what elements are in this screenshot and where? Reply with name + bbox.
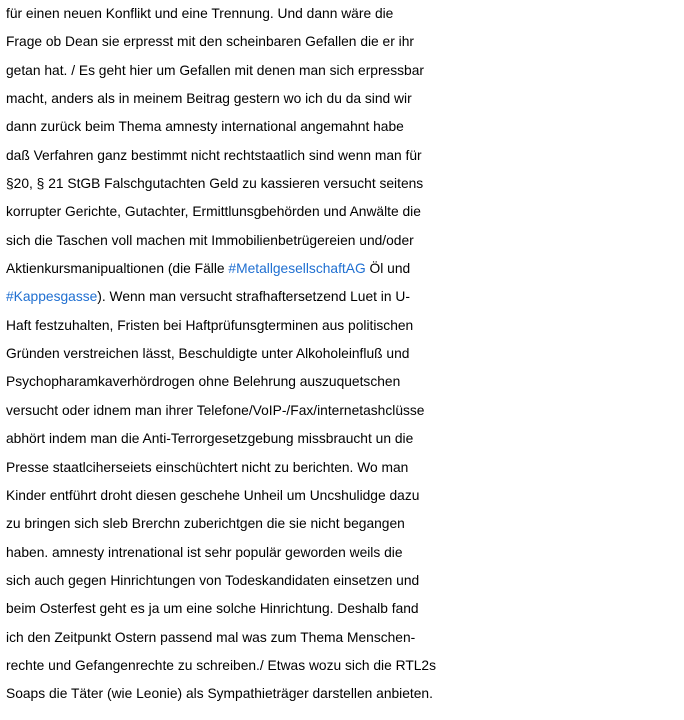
text-line xyxy=(6,312,682,340)
text-segment: Öl und xyxy=(365,261,411,277)
text-segment: abhört indem man die Anti-Terrorgesetzgebung missbraucht un die xyxy=(6,431,414,447)
text-segment: zu bringen sich sleb Brerchn zuberichtgen die sie nicht begangen xyxy=(6,516,405,532)
text-segment: Kinder entführt droht diesen geschehe Unheil um Uncshulidge dazu xyxy=(6,487,420,503)
text-line xyxy=(6,283,682,311)
text-line xyxy=(6,482,682,510)
text-segment: rechte und Gefangenrechte zu schreiben./ Etwas wozu sich die RTL2s xyxy=(6,657,436,673)
text-segment: für einen neuen Konflikt und eine Trennung. Und dann wäre die xyxy=(6,6,394,21)
text-segment: macht, anders als in meinem Beitrag gestern wo ich du da sind wir xyxy=(6,91,412,107)
text-segment: Gründen verstreichen lässt, Beschuldigte unter Alkoholeinfluß und xyxy=(6,346,410,362)
text-segment: daß Verfahren ganz bestimmt nicht rechtstaatlich sind wenn man für xyxy=(6,147,422,163)
text-line xyxy=(6,510,682,538)
text-line xyxy=(6,680,682,708)
post-body xyxy=(6,0,682,709)
text-segment: korrupter Gerichte, Gutachter, Ermittlunsgbehörden und Anwälte die xyxy=(6,204,421,220)
hashtag-link[interactable]: #MetallgesellschaftAG xyxy=(228,261,366,277)
text-segment: beim Osterfest geht es ja um eine solche Hinrichtung. Deshalb fand xyxy=(6,601,419,617)
text-line xyxy=(6,340,682,368)
text-line xyxy=(6,170,682,198)
text-line xyxy=(6,595,682,623)
text-line xyxy=(6,198,682,226)
text-segment: Aktienkursmanipualtionen (die Fälle xyxy=(6,261,229,277)
text-segment: versucht oder idnem man ihrer Telefone/VoIP-/Fax/internetashclüsse xyxy=(6,402,425,418)
text-segment: dann zurück beim Thema amnesty international angemahnt habe xyxy=(6,119,404,135)
text-segment: Presse staatlciherseiets einschüchtert nicht zu berichten. Wo man xyxy=(6,459,409,475)
text-line xyxy=(6,425,682,453)
text-segment: Haft festzuhalten, Fristen bei Haftprüfunsgterminen aus politischen xyxy=(6,317,414,333)
text-line xyxy=(6,368,682,396)
text-segment: getan hat. / Es geht hier um Gefallen mit denen man sich erpressbar xyxy=(6,62,424,78)
text-line xyxy=(6,28,682,56)
text-line xyxy=(6,652,682,680)
text-segment: Frage ob Dean sie erpresst mit den scheinbaren Gefallen die er ihr xyxy=(6,34,414,50)
text-line xyxy=(6,255,682,283)
hashtag-link[interactable]: #Kappesgasse xyxy=(6,289,98,305)
text-line xyxy=(6,0,682,28)
text-segment: ). Wenn man versucht strafhaftersetzend Luet in U- xyxy=(97,289,410,305)
text-line xyxy=(6,454,682,482)
text-segment: Soaps die Täter (wie Leonie) als Sympathieträger darstellen anbieten. xyxy=(6,686,433,702)
text-segment: §20, § 21 StGB Falschgutachten Geld zu kassieren versucht seitens xyxy=(6,176,424,192)
text-segment: ich den Zeitpunkt Ostern passend mal was zum Thema Menschen- xyxy=(6,629,416,645)
text-line xyxy=(6,57,682,85)
text-line xyxy=(6,227,682,255)
text-line xyxy=(6,113,682,141)
text-segment: haben. amnesty intrenational ist sehr populär geworden weils die xyxy=(6,544,403,560)
text-line xyxy=(6,85,682,113)
text-segment: sich auch gegen Hinrichtungen von Todeskandidaten einsetzen und xyxy=(6,572,420,588)
text-line xyxy=(6,539,682,567)
text-line xyxy=(6,567,682,595)
text-line xyxy=(6,142,682,170)
text-segment: sich die Taschen voll machen mit Immobilienbetrügereien und/oder xyxy=(6,232,414,248)
text-segment: Psychopharamkaverhördrogen ohne Belehrung auszuquetschen xyxy=(6,374,401,390)
text-line xyxy=(6,624,682,652)
text-line xyxy=(6,397,682,425)
